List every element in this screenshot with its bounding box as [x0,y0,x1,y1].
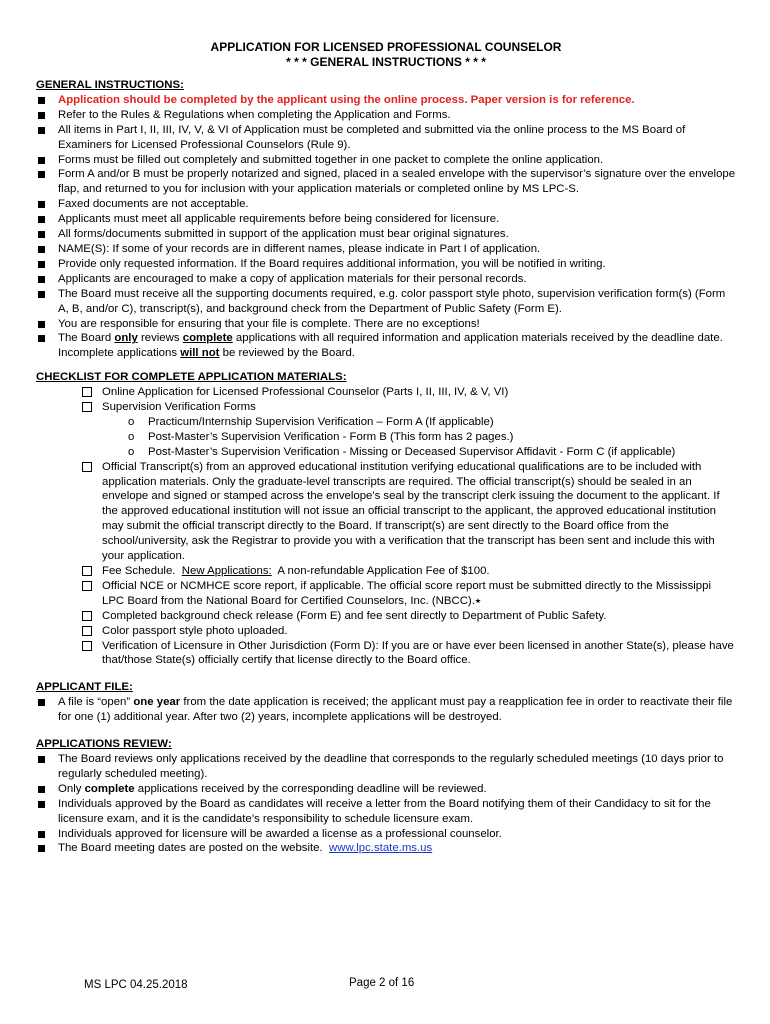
bullet-icon [38,127,45,134]
page-title: APPLICATION FOR LICENSED PROFESSIONAL COUNSELOR [210,40,562,54]
general-instructions-heading: GENERAL INSTRUCTIONS: [36,79,184,91]
footer-version: MS LPC 04.25.2018 [84,979,188,991]
list-item: Provide only requested information. If the Board requires additional information, you will be notified in writing. [36,257,736,272]
bullet-icon [38,335,45,342]
bullet-icon [38,157,45,164]
checklist-heading: CHECKLIST FOR COMPLETE APPLICATION MATERIALS: [36,371,347,384]
circle-bullet-icon: o [128,415,135,428]
list-item: The Board reviews only applications received by the deadline that corresponds to the regularly scheduled meetings (10 days prior to regularly scheduled meeting). [36,752,736,782]
list-item: The Board only reviews complete applications with all required information and application materials received by the deadline date. Incomplete applications will not be reviewed by the Board. [36,331,736,361]
list-item: Applicants are encouraged to make a copy of application materials for their personal records. [36,272,736,287]
list-item: Application should be completed by the applicant using the online process. Paper version is for reference. [36,93,736,108]
bullet-icon [38,801,45,808]
checklist-item-background-check: Completed background check release (Form E) and fee sent directly to Department of Public Safety. [36,609,736,624]
bullet-icon [38,231,45,238]
bullet-icon [38,321,45,328]
list-item: Form A and/or B must be properly notarized and signed, placed in a sealed envelope with the supervisor’s signature over the envelope flap, and returned to you for inclusion with your application materials or completed online by MS LPC-S. [36,167,736,197]
checkbox[interactable] [82,402,92,412]
applications-review-heading: APPLICATIONS REVIEW: [36,738,172,751]
list-item: Refer to the Rules & Regulations when completing the Application and Forms. [36,108,736,123]
bullet-icon [38,261,45,268]
checkbox[interactable] [82,566,92,576]
bullet-icon [38,201,45,208]
checkbox[interactable] [82,387,92,397]
list-item: You are responsible for ensuring that your file is complete. There are no exceptions! [36,317,736,332]
list-item: Applicants must meet all applicable requirements before being considered for licensure. [36,212,736,227]
checklist [36,385,736,668]
list-item: The Board must receive all the supporting documents required, e.g. color passport style photo, supervision verification form(s) (Form A, B, and/or C), transcript(s), and background check from the Department of Public Safety (Form E). [36,287,736,317]
circle-bullet-icon: o [128,445,135,458]
bullet-icon [38,246,45,253]
bullet-icon [38,276,45,283]
bullet-icon [38,216,45,223]
bullet-icon [38,112,45,119]
bullet-icon [38,97,45,104]
circle-bullet-icon: o [128,430,135,443]
checklist-item-fee-schedule: Fee Schedule. New Applications: A non-refundable Application Fee of $100. [36,564,736,579]
checkbox[interactable] [82,626,92,636]
list-item: Only complete applications received by the corresponding deadline will be reviewed. [36,782,736,797]
checklist-item-photo: Color passport style photo uploaded. [36,624,736,639]
list-item: Forms must be filled out completely and submitted together in one packet to complete the online application. [36,153,736,168]
general-instructions-list [36,93,736,361]
list-item: o Practicum/Internship Supervision Verification – Form A (If applicable) [128,415,494,428]
checkbox[interactable] [82,641,92,651]
website-link[interactable]: www.lpc.state.ms.us [329,842,433,855]
list-item: o Post-Master’s Supervision Verification - Missing or Deceased Supervisor Affidavit - Form C (if applicable) [128,445,676,458]
list-item: Faxed documents are not acceptable. [36,197,736,212]
list-item: Individuals approved by the Board as candidates will receive a letter from the Board notifying them of their Candidacy to sit for the licensure exam, and it is the candidate’s responsibility to schedule licensure exam. [36,797,736,827]
list-item: All items in Part I, II, III, IV, V, & VI of Application must be completed and submitted via the online process to the MS Board of Examiners for Licensed Professional Counselors (Rule 9). [36,123,736,153]
checkbox[interactable] [82,581,92,591]
bullet-icon [38,831,45,838]
applicant-file-heading: APPLICANT FILE: [36,681,133,694]
checklist-item-nce-score: Official NCE or NCMHCE score report, if applicable. The official score report must be submitted directly to the Mississippi LPC Board from the National Board for Certified Counselors, Inc. (NBCC).⭑ [36,579,736,609]
page-number: Page 2 of 16 [349,977,415,989]
bullet-icon [38,756,45,763]
checkbox[interactable] [82,611,92,621]
list-item: All forms/documents submitted in support of the application must bear original signatures. [36,227,736,242]
bullet-icon [38,786,45,793]
checklist-item-online-application: Online Application for Licensed Professional Counselor (Parts I, II, III, IV, & V, VI) [36,385,736,400]
applicant-file-list [36,695,736,725]
list-item: Individuals approved for licensure will be awarded a license as a professional counselor. [36,827,736,842]
list-item: o Post-Master’s Supervision Verification - Form B (This form has 2 pages.) [128,430,514,443]
document-page [36,40,736,856]
page-subtitle: * * * GENERAL INSTRUCTIONS * * * [286,55,486,69]
checklist-item-transcript: Official Transcript(s) from an approved educational institution verifying educational qualifications are to be included with application materials. Only the graduate-level transcripts are required. The official transcript(s) should be sealed in an envelope and signed or stamped across the envelope's seal by the transcript clerk issuing the document to the applicant. If the approved educational institution will not issue an official transcript to the applicant, the approved educational institution may submit the official transcript directly to the Board. If transcript(s) are sent directly to the Board office from the school/university, ask the Registrar to provide you with a verification that the transcript has been sent and include this with your application. [36,460,736,564]
checklist-item-supervision-forms: Supervision Verification Forms [36,400,736,415]
bullet-icon [38,699,45,706]
list-item: A file is “open” one year from the date application is received; the applicant must pay a reapplication fee in order to reactivate their file for one (1) additional year. After two (2) years, incomplete applications will be destroyed. [36,695,736,725]
applications-review-list [36,752,736,856]
checkbox[interactable] [82,462,92,472]
checklist-item-licensure-verification: Verification of Licensure in Other Jurisdiction (Form D): If you are or have ever been licensed in another State(s), please have that/those State(s) officially certify that license directly to the Board office. [36,639,736,669]
bullet-icon [38,291,45,298]
bullet-icon [38,845,45,852]
bullet-icon [38,171,45,178]
list-item: NAME(S): If some of your records are in different names, please indicate in Part I of application. [36,242,736,257]
list-item: The Board meeting dates are posted on the website. www.lpc.state.ms.us [36,841,736,856]
